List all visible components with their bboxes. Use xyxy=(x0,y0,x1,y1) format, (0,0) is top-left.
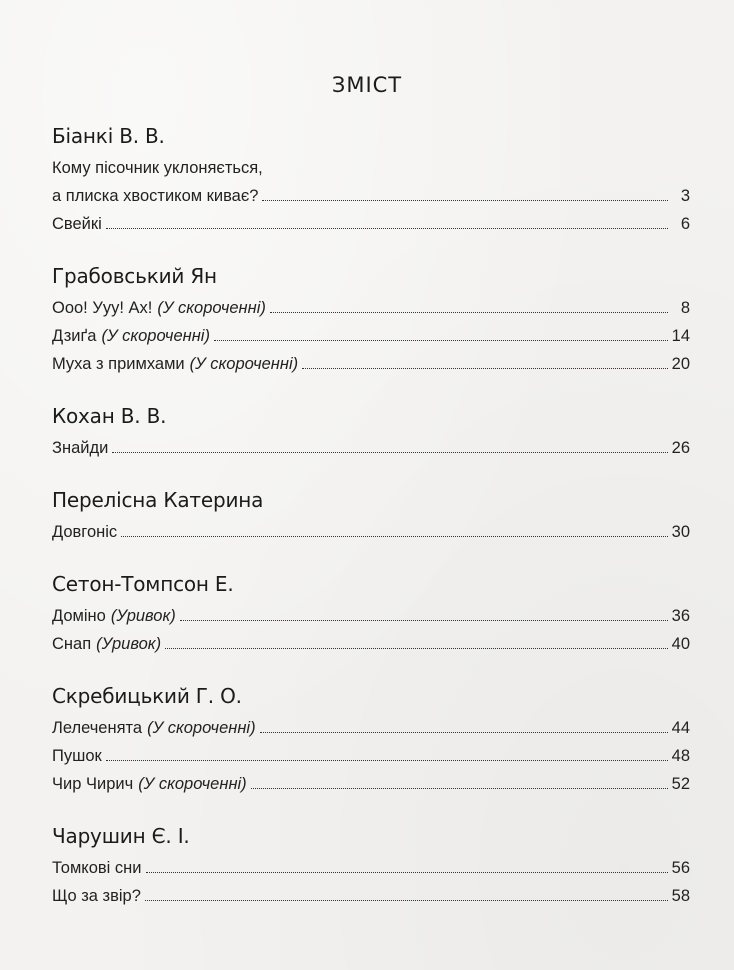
entry-title: Ооо! Ууу! Ах! xyxy=(52,299,153,317)
dot-leader xyxy=(302,368,668,369)
page-number: 30 xyxy=(671,523,690,541)
entry-title: Свейкі xyxy=(52,215,102,233)
author-heading: Перелісна Катерина xyxy=(52,488,264,512)
dot-leader xyxy=(180,620,668,621)
page-number: 44 xyxy=(671,719,690,737)
toc-entry[interactable] xyxy=(52,770,690,798)
dot-leader xyxy=(106,228,668,229)
entry-title: Довгоніс xyxy=(52,523,118,541)
entry-title: Томкові сни xyxy=(52,859,142,877)
toc-entry[interactable] xyxy=(52,322,690,350)
entry-note: (У скороченні) xyxy=(138,775,247,793)
toc-section xyxy=(52,566,690,658)
entry-title: Муха з примхами xyxy=(52,355,185,373)
entry-note: (У скороченні) xyxy=(147,719,256,737)
entry-note: (У скороченні) xyxy=(189,355,299,373)
toc-entry[interactable] xyxy=(52,742,690,770)
page-number: 36 xyxy=(671,607,690,625)
toc-section xyxy=(52,678,690,798)
page-title: ЗМІСТ xyxy=(331,73,403,97)
toc-entry[interactable] xyxy=(52,210,690,238)
toc-section xyxy=(52,258,690,378)
entry-title: Чир Чирич xyxy=(52,775,134,793)
page-number: 48 xyxy=(671,747,690,765)
toc-entry[interactable] xyxy=(52,518,690,546)
toc-entry[interactable] xyxy=(52,294,690,322)
dot-leader xyxy=(112,452,667,453)
dot-leader xyxy=(145,900,668,901)
dot-leader xyxy=(121,536,667,537)
page-number: 6 xyxy=(680,215,690,233)
page-number: 40 xyxy=(671,635,690,653)
toc-section xyxy=(52,818,690,910)
toc-entry[interactable] xyxy=(52,882,690,910)
author-heading: Сетон-Томпсон Е. xyxy=(52,572,234,596)
toc-entry[interactable] xyxy=(52,630,690,658)
toc-entry[interactable] xyxy=(52,714,690,742)
entry-title: Снап xyxy=(52,635,92,653)
toc-entry[interactable] xyxy=(52,350,690,378)
toc-entry[interactable] xyxy=(52,434,690,462)
page-number: 26 xyxy=(671,439,690,457)
page-number: 20 xyxy=(671,355,690,373)
entry-title: а плиска хвостиком киває? xyxy=(52,187,259,205)
page-number: 52 xyxy=(671,775,690,793)
toc-entry[interactable] xyxy=(52,854,690,882)
entry-title: Лелеченята xyxy=(52,719,143,737)
author-heading: Скребицький Г. О. xyxy=(52,684,242,708)
entry-note: (Уривок) xyxy=(96,635,162,653)
dot-leader xyxy=(262,200,668,201)
toc-section xyxy=(52,398,690,462)
page-number: 14 xyxy=(671,327,690,345)
author-heading: Кохан В. В. xyxy=(52,404,167,428)
author-heading: Чарушин Є. І. xyxy=(52,824,190,848)
toc-entry[interactable] xyxy=(52,602,690,630)
page-number: 3 xyxy=(680,187,690,205)
entry-title: Що за звір? xyxy=(52,887,141,905)
page-number: 8 xyxy=(680,299,690,317)
dot-leader xyxy=(165,648,668,649)
author-heading: Грабовський Ян xyxy=(52,264,217,288)
entry-title: Доміно xyxy=(52,607,106,625)
dot-leader xyxy=(251,788,668,789)
table-of-contents xyxy=(52,118,690,930)
toc-entry-title-line xyxy=(52,154,690,182)
toc-entry[interactable] xyxy=(52,182,690,210)
page-number: 58 xyxy=(671,887,690,905)
author-heading: Біанкі В. В. xyxy=(52,124,165,148)
entry-title: Кому пісочник уклоняється, xyxy=(52,159,263,177)
page-number: 56 xyxy=(671,859,690,877)
dot-leader xyxy=(106,760,668,761)
toc-section xyxy=(52,118,690,238)
dot-leader xyxy=(260,732,668,733)
entry-title: Дзиґа xyxy=(52,327,97,345)
entry-title: Знайди xyxy=(52,439,109,457)
dot-leader xyxy=(146,872,668,873)
toc-section xyxy=(52,482,690,546)
entry-note: (Уривок) xyxy=(110,607,176,625)
dot-leader xyxy=(270,312,668,313)
dot-leader xyxy=(214,340,668,341)
entry-note: (У скороченні) xyxy=(157,299,266,317)
entry-title: Пушок xyxy=(52,747,102,765)
entry-note: (У скороченні) xyxy=(101,327,210,345)
